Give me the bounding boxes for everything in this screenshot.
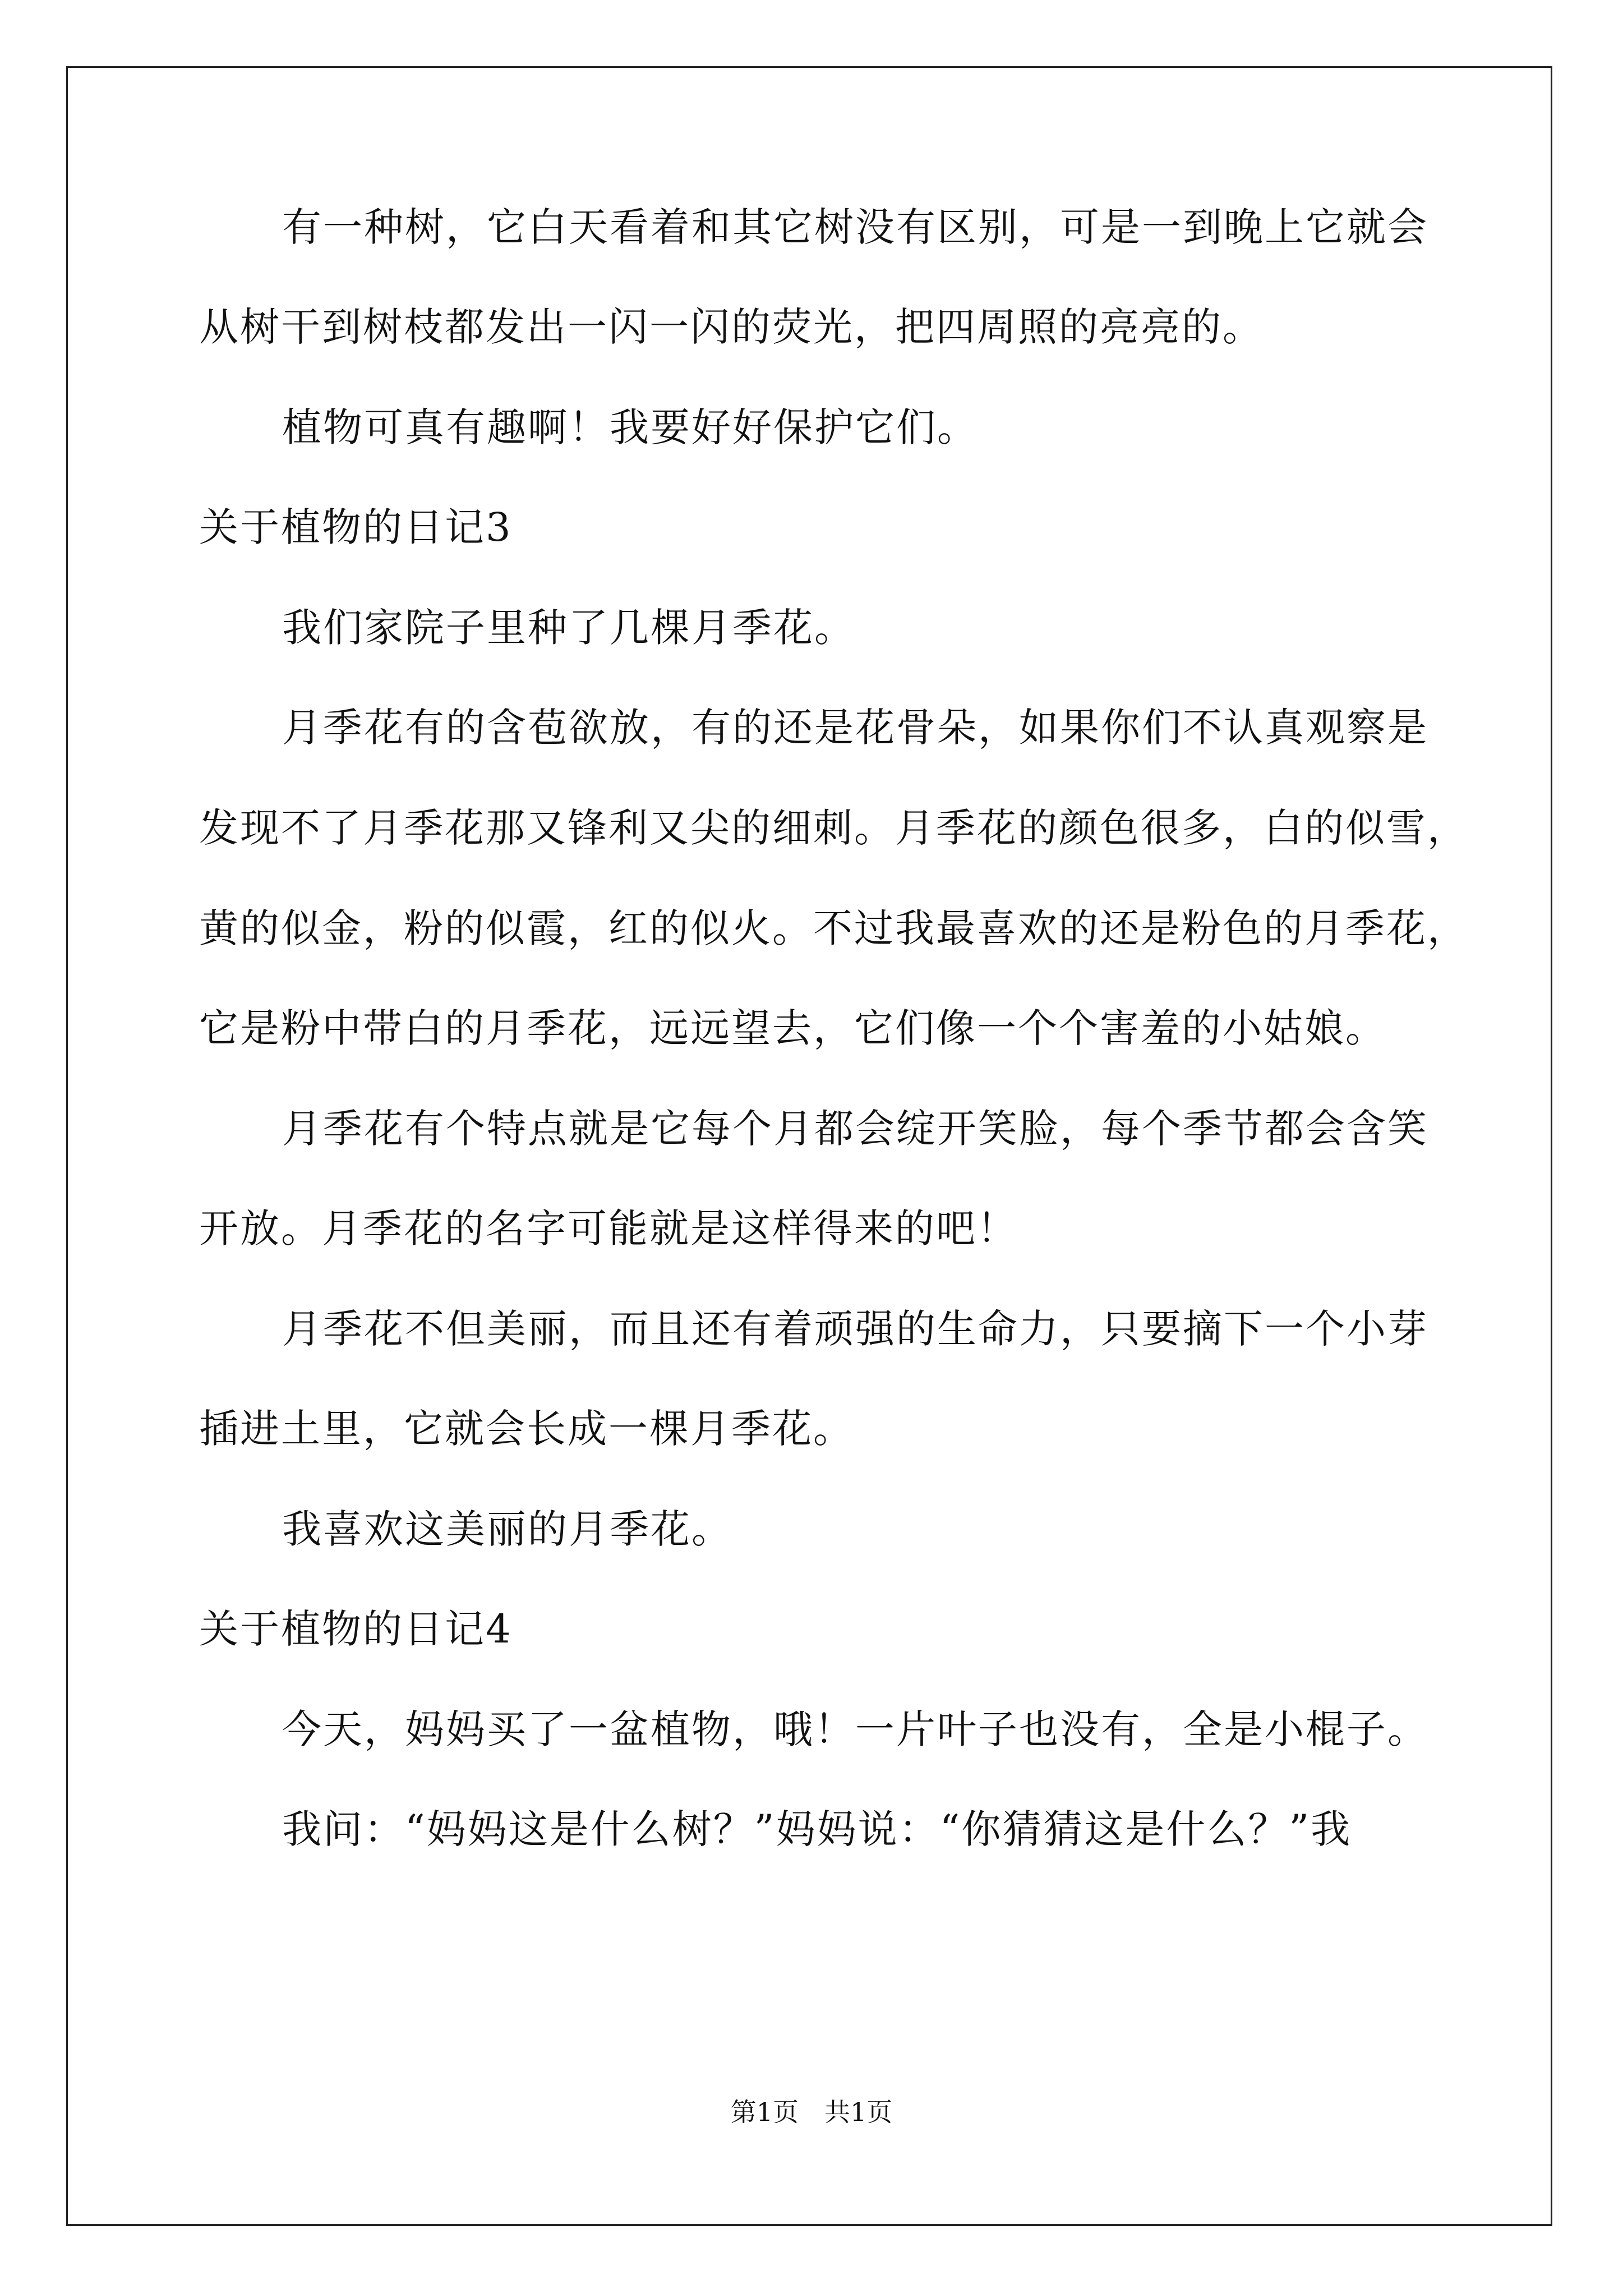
section-heading: 关于植物的日记3	[199, 504, 513, 550]
text-line: 我喜欢这美丽的月季花。	[282, 1506, 732, 1552]
text-line: 黄的似金，粉的似霞，红的似火。不过我最喜欢的还是粉色的月季花，	[199, 905, 1468, 951]
text-line: 我们家院子里种了几棵月季花。	[282, 605, 855, 651]
text-line: 插进土里，它就会长成一棵月季花。	[199, 1406, 854, 1452]
text-line: 今天，妈妈买了一盆植物，哦！一片叶子也没有，全是小棍子。	[282, 1706, 1428, 1752]
page-footer: 第1页 共1页	[730, 2097, 893, 2127]
text-line: 它是粉中带白的月季花，远远望去，它们像一个个害羞的小姑娘。	[199, 1005, 1386, 1051]
text-line: 从树干到树枝都发出一闪一闪的荧光，把四周照的亮亮的。	[199, 304, 1264, 350]
text-line: 植物可真有趣啊！我要好好保护它们。	[282, 404, 978, 450]
text-line: 开放。月季花的名字可能就是这样得来的吧！	[199, 1205, 1018, 1251]
text-line: 有一种树，它白天看着和其它树没有区别，可是一到晚上它就会	[282, 204, 1428, 250]
text-line: 月季花不但美丽，而且还有着顽强的生命力，只要摘下一个小芽	[282, 1306, 1428, 1352]
text-line: 发现不了月季花那又锋利又尖的细刺。月季花的颜色很多，白的似雪，	[199, 805, 1468, 851]
text-line: 我问：“妈妈这是什么树？”妈妈说：“你猜猜这是什么？”我	[282, 1806, 1352, 1852]
text-line: 月季花有的含苞欲放，有的还是花骨朵，如果你们不认真观察是	[282, 705, 1428, 751]
section-heading: 关于植物的日记4	[199, 1606, 513, 1652]
text-line: 月季花有个特点就是它每个月都会绽开笑脸，每个季节都会含笑	[282, 1106, 1428, 1152]
